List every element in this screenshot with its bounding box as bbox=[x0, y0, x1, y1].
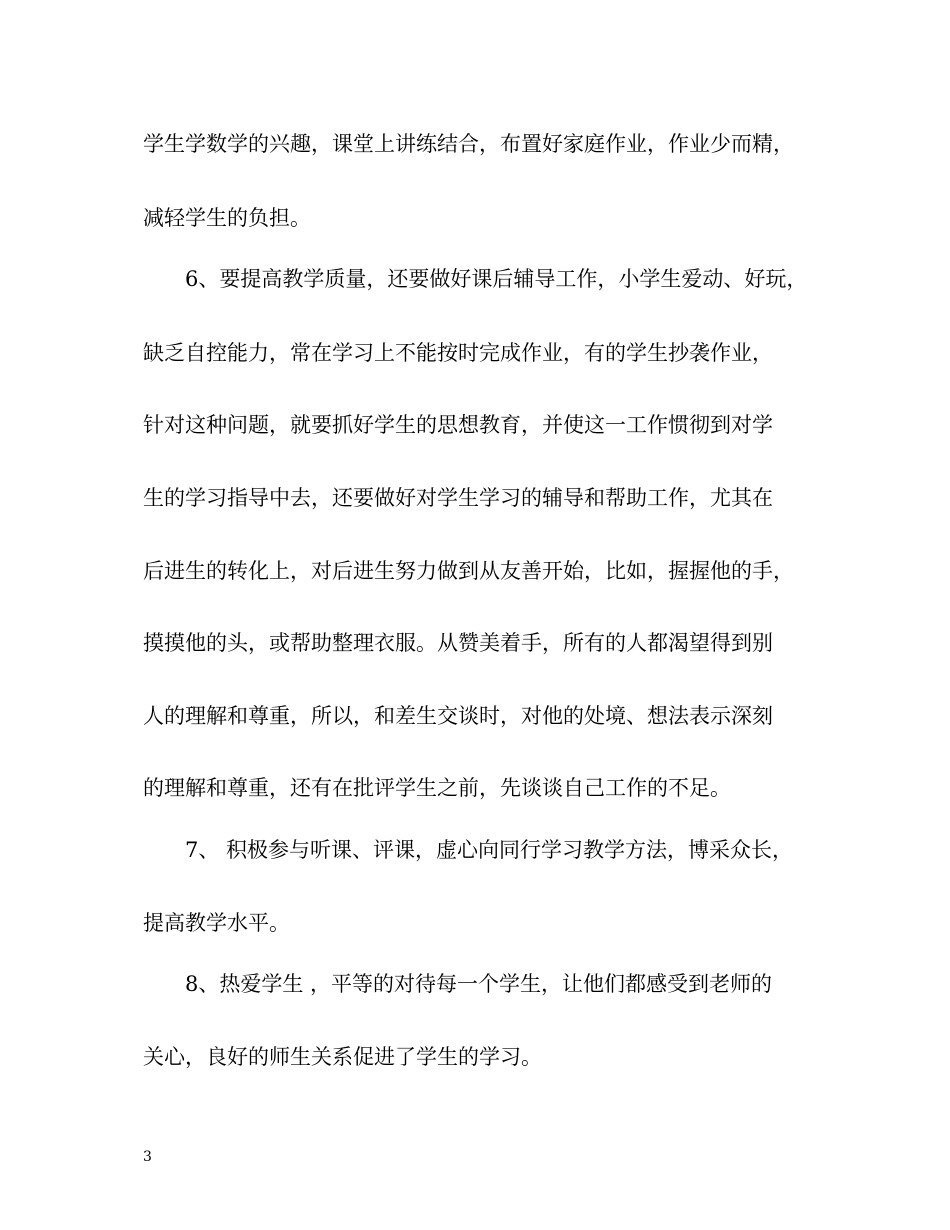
text-line: 后进生的转化上，对后进生努力做到从友善开始，比如，握握他的手， bbox=[143, 559, 794, 583]
text-line: 缺乏自控能力，常在学习上不能按时完成作业，有的学生抄袭作业， bbox=[143, 341, 773, 365]
text-line: 人的理解和尊重，所以，和差生交谈时，对他的处境、想法表示深刻 bbox=[143, 704, 773, 728]
text-line: 提高教学水平。 bbox=[143, 911, 290, 935]
page-number: 3 bbox=[143, 1149, 152, 1165]
text-line: 6、要提高教学质量，还要做好课后辅导工作，小学生爱动、好玩， bbox=[185, 267, 808, 291]
text-line: 减轻学生的负担。 bbox=[143, 206, 311, 230]
text-line: 摸摸他的头，或帮助整理衣服。从赞美着手，所有的人都渴望得到别 bbox=[143, 631, 773, 655]
text-line: 关心，良好的师生关系促进了学生的学习。 bbox=[143, 1045, 542, 1069]
text-line: 8、热爱学生 ，平等的对待每一个学生，让他们都感受到老师的 bbox=[185, 972, 773, 996]
text-line: 生的学习指导中去，还要做好对学生学习的辅导和帮助工作，尤其在 bbox=[143, 486, 773, 510]
text-line: 学生学数学的兴趣，课堂上讲练结合，布置好家庭作业，作业少而精， bbox=[143, 132, 794, 156]
text-line: 的理解和尊重，还有在批评学生之前，先谈谈自己工作的不足。 bbox=[143, 776, 731, 800]
text-line: 7、 积极参与听课、评课，虚心向同行学习教学方法，博采众长， bbox=[185, 838, 794, 862]
text-line: 针对这种问题，就要抓好学生的思想教育，并使这一工作惯彻到对学 bbox=[143, 413, 773, 437]
